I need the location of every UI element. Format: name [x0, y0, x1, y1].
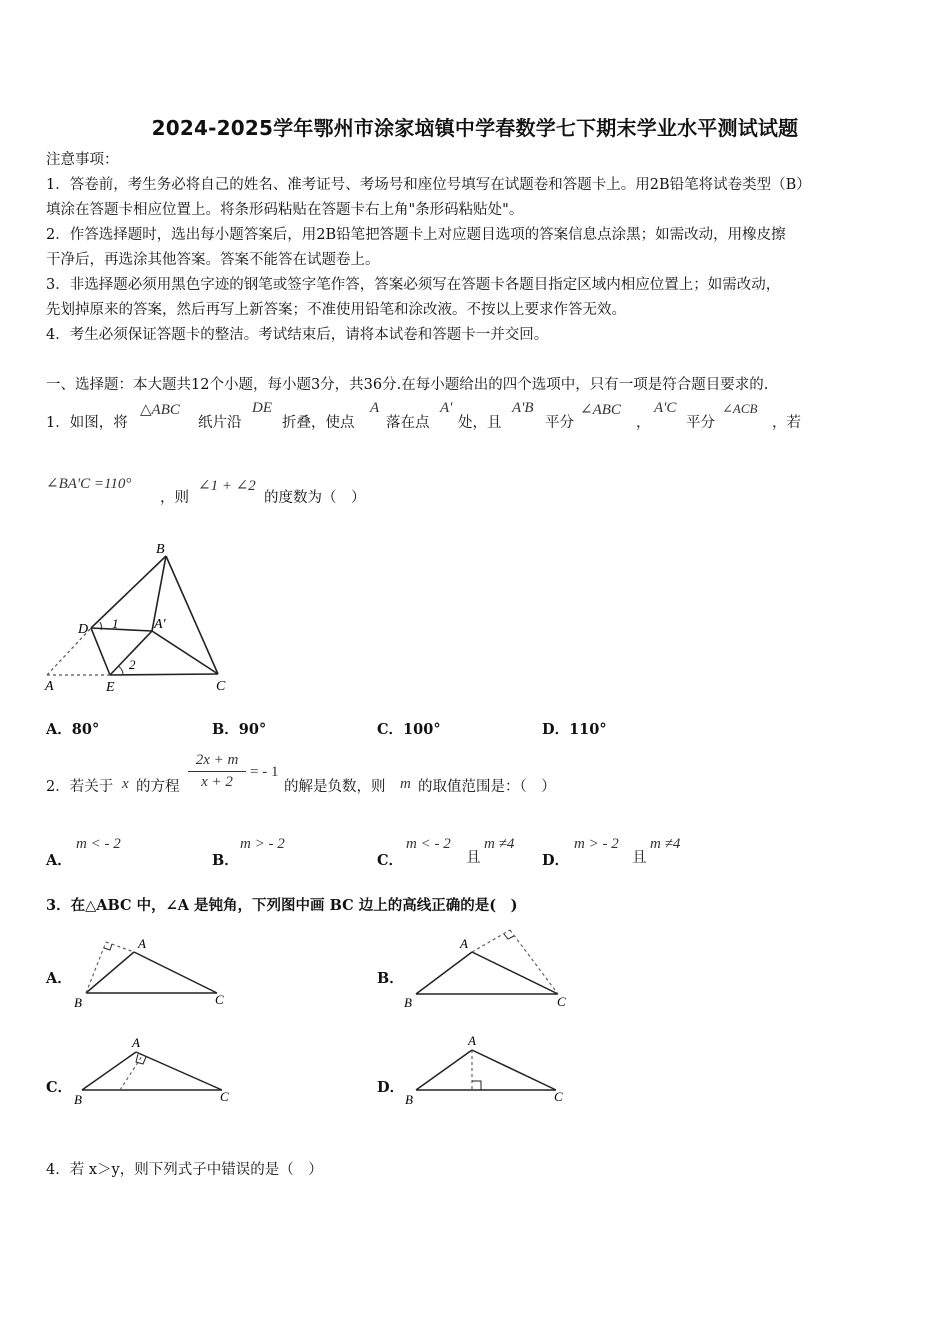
q1-math: A'B	[512, 400, 534, 416]
fig-label: B	[74, 995, 82, 1010]
q1-text: ，则	[160, 490, 189, 506]
q3-figure-b	[400, 922, 580, 1012]
notice-line: 4．考生必须保证答题卡的整洁。考试结束后，请将本试卷和答题卡一并交回。	[46, 327, 549, 343]
q1-math: ∠ABC	[580, 402, 621, 418]
option-text: 110°	[569, 721, 607, 738]
q2-math: x	[122, 776, 129, 792]
fig-label: 2	[129, 657, 136, 672]
option-math: m < - 2	[76, 836, 121, 852]
fig-label: B	[404, 995, 412, 1010]
notice-line: 干净后，再选涂其他答案。答案不能答在试题卷上。	[46, 252, 380, 268]
notice-line: 填涂在答题卡相应位置上。将条形码粘贴在答题卡右上角"条形码粘贴处"。	[46, 202, 524, 218]
option-math: m > - 2	[574, 836, 619, 852]
notice-line: 3．非选择题必须用黑色字迹的钢笔或签字笔作答，答案必须写在答题卡各题目指定区域内相应位置上；如需改动，	[46, 277, 781, 293]
option-label: A．	[46, 852, 72, 869]
fig-label: A	[45, 679, 54, 694]
option-math: m ≠4	[484, 836, 515, 852]
q1-text: ，	[636, 415, 651, 431]
page-title: 2024-2025学年鄂州市涂家垴镇中学春数学七下期末学业水平测试试题	[151, 116, 799, 140]
section-heading: 一、选择题：本大题共12个小题，每小题3分，共36分.在每小题给出的四个选项中，只有一项是符合题目要求的.	[46, 377, 769, 393]
q2-text: 的取值范围是：（ ）	[418, 779, 556, 795]
q1-text: 纸片沿	[198, 415, 242, 431]
fig-label: C	[220, 1089, 229, 1104]
fig-label: A	[468, 1033, 476, 1048]
notice-line: 2．作答选择题时，选出每小题答案后，用2B铅笔把答题卡上对应题目选项的答案信息点涂黑；如需改动，用橡皮擦	[46, 227, 786, 243]
q3-figure-a	[70, 932, 240, 1012]
q1-text: 平分	[545, 415, 574, 431]
fig-label: 1	[112, 616, 119, 631]
q1-math: A'C	[654, 400, 677, 416]
q4-text: 4．若 x＞y，则下列式子中错误的是（ ）	[46, 1162, 323, 1178]
fig-label: A′	[154, 617, 166, 632]
option-label: A．	[46, 970, 72, 987]
option-label: B．	[212, 721, 239, 738]
option-label: D．	[542, 721, 570, 738]
option-label: A．	[46, 721, 72, 738]
option-and: 且	[632, 850, 647, 866]
option-math: m ≠4	[650, 836, 681, 852]
fig-label: C	[215, 992, 224, 1007]
q3-figure-c	[70, 1030, 240, 1110]
q1-triangle-figure	[40, 538, 240, 698]
option-label: C．	[377, 721, 404, 738]
q2-math: = - 1	[250, 764, 279, 780]
q1-text: 折叠，使点	[282, 415, 355, 431]
option-label: B．	[212, 852, 239, 869]
q2-text: 2．若关于	[46, 779, 114, 795]
option-label: C．	[46, 1079, 73, 1096]
fig-label: A	[460, 936, 468, 951]
fig-label: A	[132, 1035, 140, 1050]
fraction-denominator: x + 2	[201, 774, 233, 790]
option-text: 80°	[71, 721, 100, 738]
fig-label: A	[138, 936, 146, 951]
option-label: B．	[377, 970, 404, 987]
option-text: 90°	[238, 721, 267, 738]
q3-text: 3．在△ABC 中，∠A 是钝角，下列图中画 BC 边上的高线正确的是( )	[46, 897, 518, 914]
option-math: m > - 2	[240, 836, 285, 852]
fig-label: C	[216, 679, 226, 694]
q1-math: A	[370, 400, 380, 416]
q1-math: A'	[440, 400, 453, 416]
fig-label: C	[554, 1089, 563, 1104]
fig-label: B	[74, 1092, 82, 1107]
notice-line: 1．答卷前，考生务必将自己的姓名、准考证号、考场号和座位号填写在试题卷和答题卡上。用2B铅笔将试卷类型（B）	[46, 177, 811, 193]
option-label: D．	[377, 1079, 405, 1096]
q1-text: 平分	[686, 415, 715, 431]
fig-label: B	[156, 542, 165, 557]
q1-text: 处，且	[458, 415, 502, 431]
q1-math: ∠BA'C =110°	[46, 476, 132, 492]
q1-math: ∠1 + ∠2	[198, 478, 256, 494]
option-text: 100°	[403, 721, 441, 738]
fig-label: C	[557, 994, 566, 1009]
option-label: C．	[377, 852, 404, 869]
option-and: 且	[466, 850, 481, 866]
fig-label: E	[106, 680, 115, 695]
notice-heading: 注意事项：	[46, 152, 119, 168]
q1-text: 1．如图，将	[46, 415, 128, 431]
q2-math: m	[400, 776, 411, 792]
option-math: m < - 2	[406, 836, 451, 852]
q1-text: ，若	[772, 415, 801, 431]
q2-text: 的方程	[136, 779, 180, 795]
q1-math: ∠ACB	[722, 401, 758, 416]
option-label: D．	[542, 852, 570, 869]
q2-text: 的解是负数，则	[284, 779, 386, 795]
q1-math: DE	[252, 400, 272, 416]
fraction-numerator: 2x + m	[195, 752, 239, 768]
fig-label: B	[405, 1092, 413, 1107]
fig-label: D	[78, 622, 89, 637]
q2-fraction	[188, 752, 246, 791]
q1-text: 落在点	[386, 415, 430, 431]
q1-math: △ABC	[140, 402, 180, 418]
q1-text: 的度数为（ ）	[264, 490, 366, 506]
notice-line: 先划掉原来的答案，然后再写上新答案；不准使用铅笔和涂改液。不按以上要求作答无效。	[46, 302, 626, 318]
q3-figure-d	[400, 1030, 580, 1110]
